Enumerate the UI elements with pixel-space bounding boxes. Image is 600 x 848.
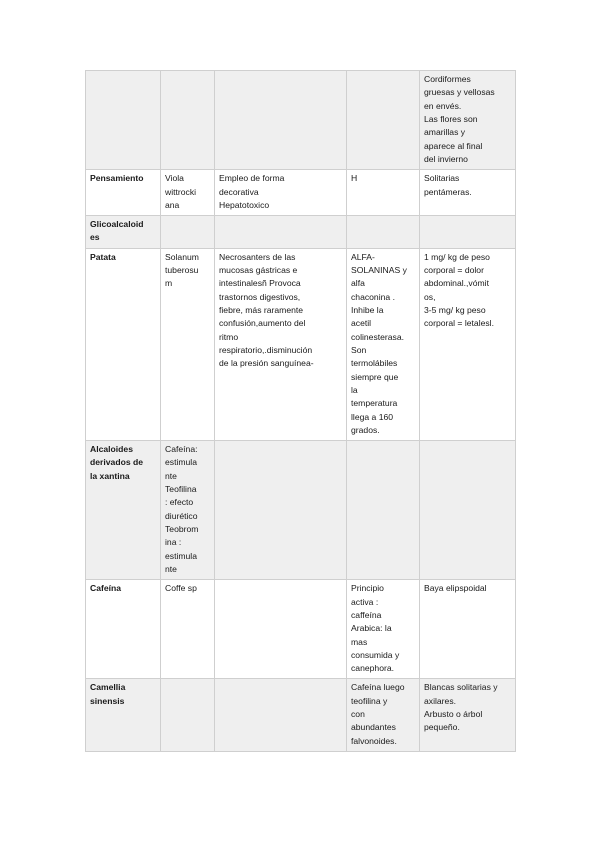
compounds-cell <box>347 679 420 752</box>
common-name-cell <box>86 170 161 216</box>
cell-text-line: m <box>165 278 173 289</box>
compounds-cell <box>347 248 420 440</box>
plants-toxicity-table <box>85 70 516 752</box>
cell-text-line: grados. <box>351 424 380 435</box>
cell-text-line: Hepatotoxico <box>219 199 270 210</box>
compounds-cell <box>347 170 420 216</box>
cell-text-line: colinesterasa. <box>351 331 405 342</box>
cell-text-line: Arabica: la <box>351 623 392 634</box>
description-cell <box>420 441 516 580</box>
cell-text-line: mas <box>351 636 368 647</box>
cell-text-line: Coffe sp <box>165 583 197 594</box>
cell-text-line: ALFA- <box>351 251 375 262</box>
cell-text-line: corporal = dolor <box>424 265 484 276</box>
cell-text-line: decorativa <box>219 186 259 197</box>
cell-text-line: Cafeína: <box>165 444 198 455</box>
cell-text-line: Son <box>351 344 367 355</box>
cell-text-line: de la presión sanguínea- <box>219 358 314 369</box>
cell-text-line: pequeño. <box>424 722 460 733</box>
cell-text-line: Necrosanters de las <box>219 251 296 262</box>
effects-cell <box>215 441 347 580</box>
compounds-cell <box>347 441 420 580</box>
description-cell <box>420 216 516 249</box>
cell-text-line: Cafeína <box>90 583 122 594</box>
cell-text-line: ina : <box>165 537 182 548</box>
cell-text-line: os, <box>424 291 436 302</box>
cell-text-line: Cordiformes <box>424 74 471 84</box>
cell-text-line: teofilina y <box>351 695 388 706</box>
cell-text-line: consumida y <box>351 649 400 660</box>
description-cell <box>420 170 516 216</box>
cell-text-line: Inhibe la <box>351 305 384 315</box>
scientific-name-cell <box>161 216 215 249</box>
cell-text-line: H <box>351 173 358 184</box>
cell-text-line: Alcaloides <box>90 444 133 455</box>
effects-cell <box>215 679 347 752</box>
effects-cell <box>215 170 347 216</box>
compounds-cell <box>347 580 420 679</box>
cell-text-line: del invierno <box>424 153 468 164</box>
description-cell <box>420 71 516 170</box>
cell-text-line: diurético <box>165 510 198 521</box>
cell-text-line: abundantes <box>351 722 396 733</box>
common-name-cell <box>86 248 161 440</box>
cell-text-line: : efecto <box>165 497 194 508</box>
cell-text-line: acetil <box>351 318 372 329</box>
cell-text-line: Glicoalcaloid <box>90 219 144 230</box>
cell-text-line: fiebre, más raramente <box>219 305 304 315</box>
cell-text-line: chaconina . <box>351 291 395 302</box>
scientific-name-cell <box>161 580 215 679</box>
table-row <box>86 580 516 679</box>
cell-text-line: termolábiles <box>351 358 398 369</box>
cell-text-line: confusión,aumento del <box>219 318 306 329</box>
table-row <box>86 216 516 249</box>
cell-text-line: wittrocki <box>165 186 197 197</box>
cell-text-line: ritmo <box>219 331 239 342</box>
cell-text-line: Arbusto o árbol <box>424 709 483 720</box>
cell-text-line: canephora. <box>351 663 395 674</box>
cell-text-line: en envés. <box>424 100 462 111</box>
cell-text-line: amarillas y <box>424 127 466 138</box>
cell-text-line: abdominal.,vómit <box>424 278 489 289</box>
effects-cell <box>215 580 347 679</box>
cell-text-line: Solanum <box>165 251 199 262</box>
cell-text-line: Teobrom <box>165 524 199 534</box>
cell-text-line: estimula <box>165 457 197 468</box>
cell-text-line: respiratorio,.disminución <box>219 344 313 355</box>
scientific-name-cell <box>161 71 215 170</box>
description-cell <box>420 248 516 440</box>
cell-text-line: axilares. <box>424 695 456 706</box>
cell-text-line: Cafeína luego <box>351 682 405 693</box>
cell-text-line: 1 mg/ kg de peso <box>424 251 490 262</box>
table-row <box>86 679 516 752</box>
scientific-name-cell <box>161 441 215 580</box>
cell-text-line: Blancas solitarias y <box>424 682 498 693</box>
cell-text-line: es <box>90 232 100 243</box>
cell-text-line: Principio <box>351 583 384 594</box>
cell-text-line: siempre que <box>351 371 399 382</box>
effects-cell <box>215 216 347 249</box>
common-name-cell <box>86 216 161 249</box>
cell-text-line: Pensamiento <box>90 173 144 184</box>
cell-text-line: 3-5 mg/ kg peso <box>424 305 486 315</box>
effects-cell <box>215 71 347 170</box>
cell-text-line: nte <box>165 563 177 574</box>
cell-text-line: la <box>351 384 358 395</box>
cell-text-line: aparece al final <box>424 140 483 151</box>
cell-text-line: la xantina <box>90 470 130 481</box>
table-row <box>86 71 516 170</box>
cell-text-line: gruesas y vellosas <box>424 87 495 98</box>
cell-text-line: sinensis <box>90 695 125 706</box>
cell-text-line: derivados de <box>90 457 144 468</box>
cell-text-line: tuberosu <box>165 265 199 276</box>
cell-text-line: Viola <box>165 173 184 184</box>
cell-text-line: intestinalesñ Provoca <box>219 278 301 289</box>
cell-text-line: pentámeras. <box>424 186 472 197</box>
cell-text-line: estimula <box>165 550 197 561</box>
cell-text-line: con <box>351 709 365 720</box>
effects-cell <box>215 248 347 440</box>
cell-text-line: Patata <box>90 251 116 262</box>
cell-text-line: Baya elipspoidal <box>424 583 487 594</box>
scientific-name-cell <box>161 679 215 752</box>
cell-text-line: activa : <box>351 596 379 607</box>
cell-text-line: Solitarias <box>424 173 460 184</box>
cell-text-line: Teofilina <box>165 484 197 495</box>
description-cell <box>420 580 516 679</box>
cell-text-line: trastornos digestivos, <box>219 291 301 302</box>
cell-text-line: falvonoides. <box>351 735 397 746</box>
cell-text-line: mucosas gástricas e <box>219 265 298 276</box>
cell-text-line: ana <box>165 199 180 210</box>
cell-text-line: nte <box>165 470 177 481</box>
common-name-cell <box>86 580 161 679</box>
cell-text-line: Camellia <box>90 682 126 693</box>
cell-text-line: corporal = letalesl. <box>424 318 494 329</box>
cell-text-line: SOLANINAS y <box>351 265 407 276</box>
cell-text-line: Las flores son <box>424 113 478 124</box>
table-row <box>86 248 516 440</box>
common-name-cell <box>86 679 161 752</box>
table-row <box>86 441 516 580</box>
cell-text-line: alfa <box>351 278 365 289</box>
compounds-cell <box>347 71 420 170</box>
cell-text-line: temperatura <box>351 398 398 409</box>
cell-text-line: Empleo de forma <box>219 173 285 184</box>
cell-text-line: llega a 160 <box>351 411 394 422</box>
common-name-cell <box>86 441 161 580</box>
common-name-cell <box>86 71 161 170</box>
table-row <box>86 170 516 216</box>
scientific-name-cell <box>161 248 215 440</box>
description-cell <box>420 679 516 752</box>
cell-text-line: caffeína <box>351 609 382 620</box>
scientific-name-cell <box>161 170 215 216</box>
compounds-cell <box>347 216 420 249</box>
